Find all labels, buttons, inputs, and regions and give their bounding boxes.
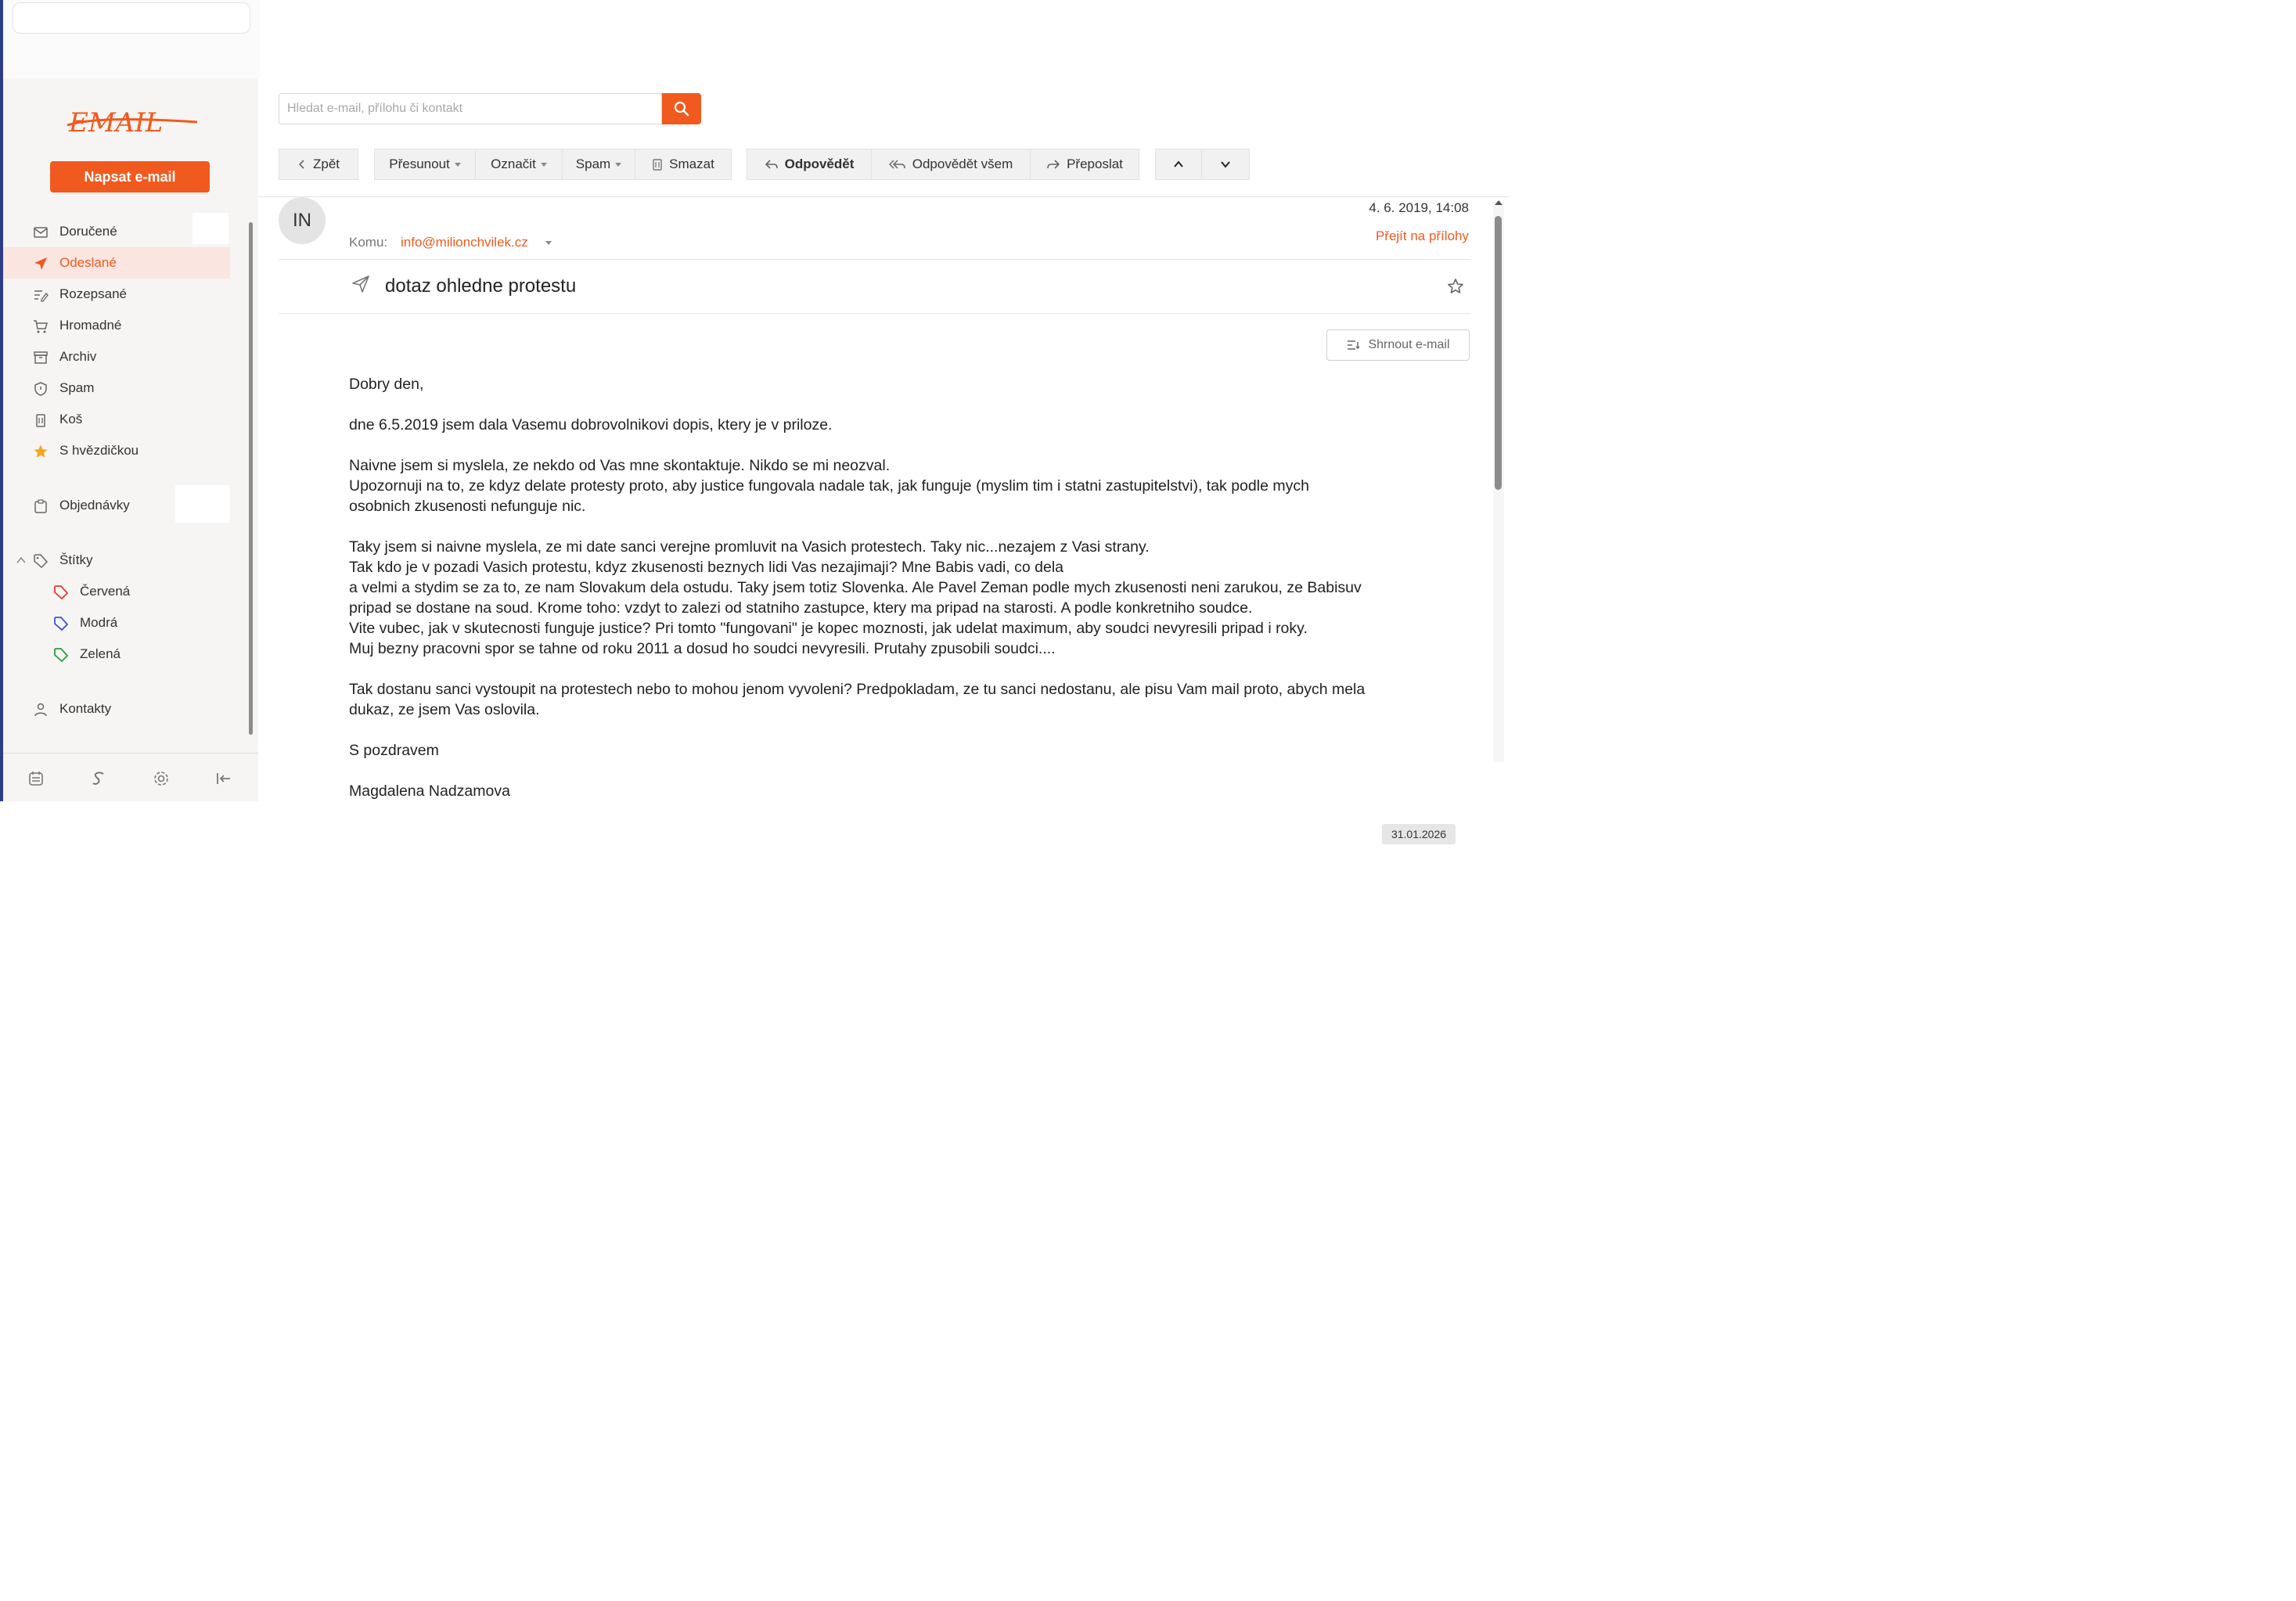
chevron-left-icon — [297, 159, 307, 170]
caret-down-icon — [615, 163, 621, 167]
star-icon — [33, 444, 49, 459]
reply-all-label: Odpovědět všem — [912, 157, 1013, 171]
sidebar-item-label-green[interactable] — [3, 639, 230, 670]
labels-section-toggle[interactable] — [3, 545, 230, 576]
sidebar-item-label: Hromadné — [59, 318, 122, 333]
sidebar — [0, 78, 258, 801]
search-input[interactable] — [279, 93, 662, 124]
sidebar-item-label-blue[interactable] — [3, 607, 230, 639]
scroll-up-arrow-icon[interactable] — [1495, 200, 1502, 205]
message-body — [349, 374, 1476, 822]
body-paragraph: dne 6.5.2019 jsem dala Vasemu dobrovolnikovi dopis, ktery je v priloze. — [349, 416, 833, 434]
search-icon — [673, 100, 690, 117]
person-icon — [33, 702, 49, 718]
trash-icon — [652, 158, 663, 171]
sidebar-item-contacts[interactable] — [3, 693, 230, 725]
orders-box — [175, 485, 230, 523]
archive-icon — [33, 350, 49, 365]
to-label: Komu: — [349, 235, 388, 250]
sidebar-item-drafts[interactable] — [3, 279, 230, 310]
send-icon — [351, 274, 371, 294]
top-address-field[interactable] — [13, 2, 250, 34]
compose-button[interactable]: Napsat e-mail — [50, 161, 210, 192]
forward-icon — [1046, 159, 1060, 170]
next-message-button[interactable] — [1201, 149, 1250, 180]
mark-label: Označit — [491, 157, 536, 171]
sidebar-item-label: Kontakty — [59, 701, 112, 716]
sidebar-item-label: Doručené — [59, 224, 117, 239]
chevron-up-icon — [1172, 160, 1185, 169]
forward-label: Přeposlat — [1067, 157, 1123, 171]
top-strip — [0, 0, 260, 78]
reply-all-button[interactable] — [871, 149, 1031, 180]
body-paragraph: Tak dostanu sanci vystoupit na protestech nebo to mohou jenom vyvoleni? Predpokladam, ze tu sanci nedostanu, ale pisu Vam mail proto, abych mela dukaz, ze jsem Vas oslovila. — [349, 681, 1366, 718]
sidebar-item-label: Koš — [59, 412, 83, 426]
summarize-email-button[interactable] — [1326, 329, 1470, 361]
sidebar-item-sent[interactable] — [3, 247, 230, 279]
footer-date-badge: 31.01.2026 — [1382, 824, 1456, 844]
body-paragraph: Magdalena Nadzamova — [349, 783, 510, 800]
sidebar-footer — [3, 753, 258, 802]
message-top-divider — [258, 196, 1509, 197]
gear-icon[interactable] — [152, 769, 171, 788]
caret-down-icon — [455, 163, 461, 167]
sidebar-item-trash[interactable] — [3, 404, 230, 435]
tag-icon — [53, 585, 69, 600]
clipboard-icon — [33, 498, 49, 514]
sidebar-item-label-red[interactable] — [3, 576, 230, 607]
chevron-down-icon — [1219, 160, 1232, 169]
send-icon — [33, 256, 49, 272]
search-button[interactable] — [662, 93, 701, 124]
mark-button[interactable] — [475, 149, 563, 180]
reply-button[interactable] — [747, 149, 872, 180]
label-name: Červená — [80, 584, 131, 599]
spam-button[interactable] — [562, 149, 635, 180]
trash-icon — [33, 412, 49, 428]
draft-icon — [33, 287, 49, 303]
caret-down-icon — [541, 163, 547, 167]
delete-label: Smazat — [669, 157, 714, 171]
email-logo[interactable] — [64, 108, 202, 139]
reply-all-icon — [889, 159, 906, 170]
back-button[interactable] — [279, 149, 358, 180]
reply-label: Odpovědět — [784, 157, 855, 171]
sidebar-item-label: Objednávky — [59, 498, 130, 513]
move-button[interactable] — [374, 149, 476, 180]
message-subject: dotaz ohledne protestu — [385, 275, 577, 297]
body-paragraph: S pozdravem — [349, 742, 439, 759]
body-paragraph: Dobry den, — [349, 376, 424, 393]
sidebar-item-starred[interactable] — [3, 435, 230, 466]
count-box — [193, 213, 229, 244]
move-label: Přesunout — [389, 157, 450, 171]
caret-down-icon[interactable] — [545, 241, 552, 245]
body-paragraph: Naivne jsem si myslela, ze nekdo od Vas mne skontaktuje. Nikdo se mi neozval. Upozornuji na to, ze kdyz delate protesty proto, aby justice fungovala nadale tak, jak funguje (myslim tim i statni zastupitelstvi), tak podle mych osobnich zkusenosti nefunguje nic. — [349, 457, 1309, 515]
sidebar-scrollbar[interactable] — [249, 222, 253, 735]
message-date: 4. 6. 2019, 14:08 — [1369, 200, 1469, 215]
recipient-address[interactable]: info@milionchvilek.cz — [401, 235, 528, 250]
sidebar-item-spam[interactable] — [3, 372, 230, 404]
label-name: Modrá — [80, 615, 118, 630]
sidebar-item-bulk[interactable] — [3, 310, 230, 341]
star-icon[interactable] — [1446, 277, 1465, 296]
subject-divider — [279, 313, 1470, 314]
calendar-icon[interactable] — [27, 769, 45, 788]
tag-icon — [53, 616, 69, 631]
reply-icon — [765, 159, 779, 170]
label-name: Zelená — [80, 646, 121, 661]
sidebar-item-archive[interactable] — [3, 341, 230, 372]
logo-text: EMAIL — [69, 108, 164, 139]
previous-message-button[interactable] — [1155, 149, 1202, 180]
sidebar-item-label: Odeslané — [59, 255, 117, 270]
body-paragraph: Taky jsem si naivne myslela, ze mi date sanci verejne promluvit na Vasich protestech. Taky nic...nezajem z Vasi strany. Tak kdo je v pozadi Vasich protestu, kdyz zkusenosti beznych lidi Vas nezajimaji? Mne Babis vadi, co dela a velmi a stydim se za to, ze nam Slovakum dela ostudu. Taky jsem totiz Slovenka. Ale Pavel Zeman podle mych zkusenosti neni zarukou, ze Babisuv pripad se dostane na soud. Krome toho: vzdyt to zalezi od statniho zastupce, ktery ma pripad na starosti. A podle konkretniho soudce. Vite vubec, jak v skutecnosti funguje justice? Pri tomto "fungovani" je kopec moznosti, jak udelat maximum, aby soudci nevyresili pripad i roky. Muj bezny pracovni spor se tahne od roku 2011 a dosud ho soudci nevyresili. Prutahy zpusobili soudci.... — [349, 538, 1362, 657]
message-scrollbar-thumb[interactable] — [1495, 216, 1502, 490]
chevron-up-icon — [16, 555, 27, 566]
tag-icon — [33, 553, 49, 569]
forward-button[interactable] — [1030, 149, 1139, 180]
shield-icon — [33, 381, 49, 397]
go-to-attachments-link[interactable]: Přejít na přílohy — [1375, 228, 1469, 243]
tag-icon — [53, 647, 69, 663]
inbox-icon — [33, 225, 49, 240]
avatar: IN — [279, 197, 326, 244]
back-label: Zpět — [312, 157, 340, 171]
collapse-sidebar-icon[interactable] — [214, 769, 233, 788]
summary-icon — [1346, 339, 1362, 351]
sidebar-item-label: Archiv — [59, 349, 97, 364]
delete-button[interactable] — [635, 149, 732, 180]
spam-label: Spam — [575, 157, 611, 171]
sidebar-item-label: S hvězdičkou — [59, 443, 139, 458]
email-brand-icon[interactable] — [89, 769, 108, 788]
labels-title: Štítky — [59, 552, 93, 567]
header-divider — [279, 259, 1470, 260]
sidebar-item-label: Spam — [59, 380, 95, 395]
cart-icon — [33, 318, 49, 334]
summary-label: Shrnout e-mail — [1368, 338, 1450, 351]
sidebar-item-label: Rozepsané — [59, 286, 128, 301]
